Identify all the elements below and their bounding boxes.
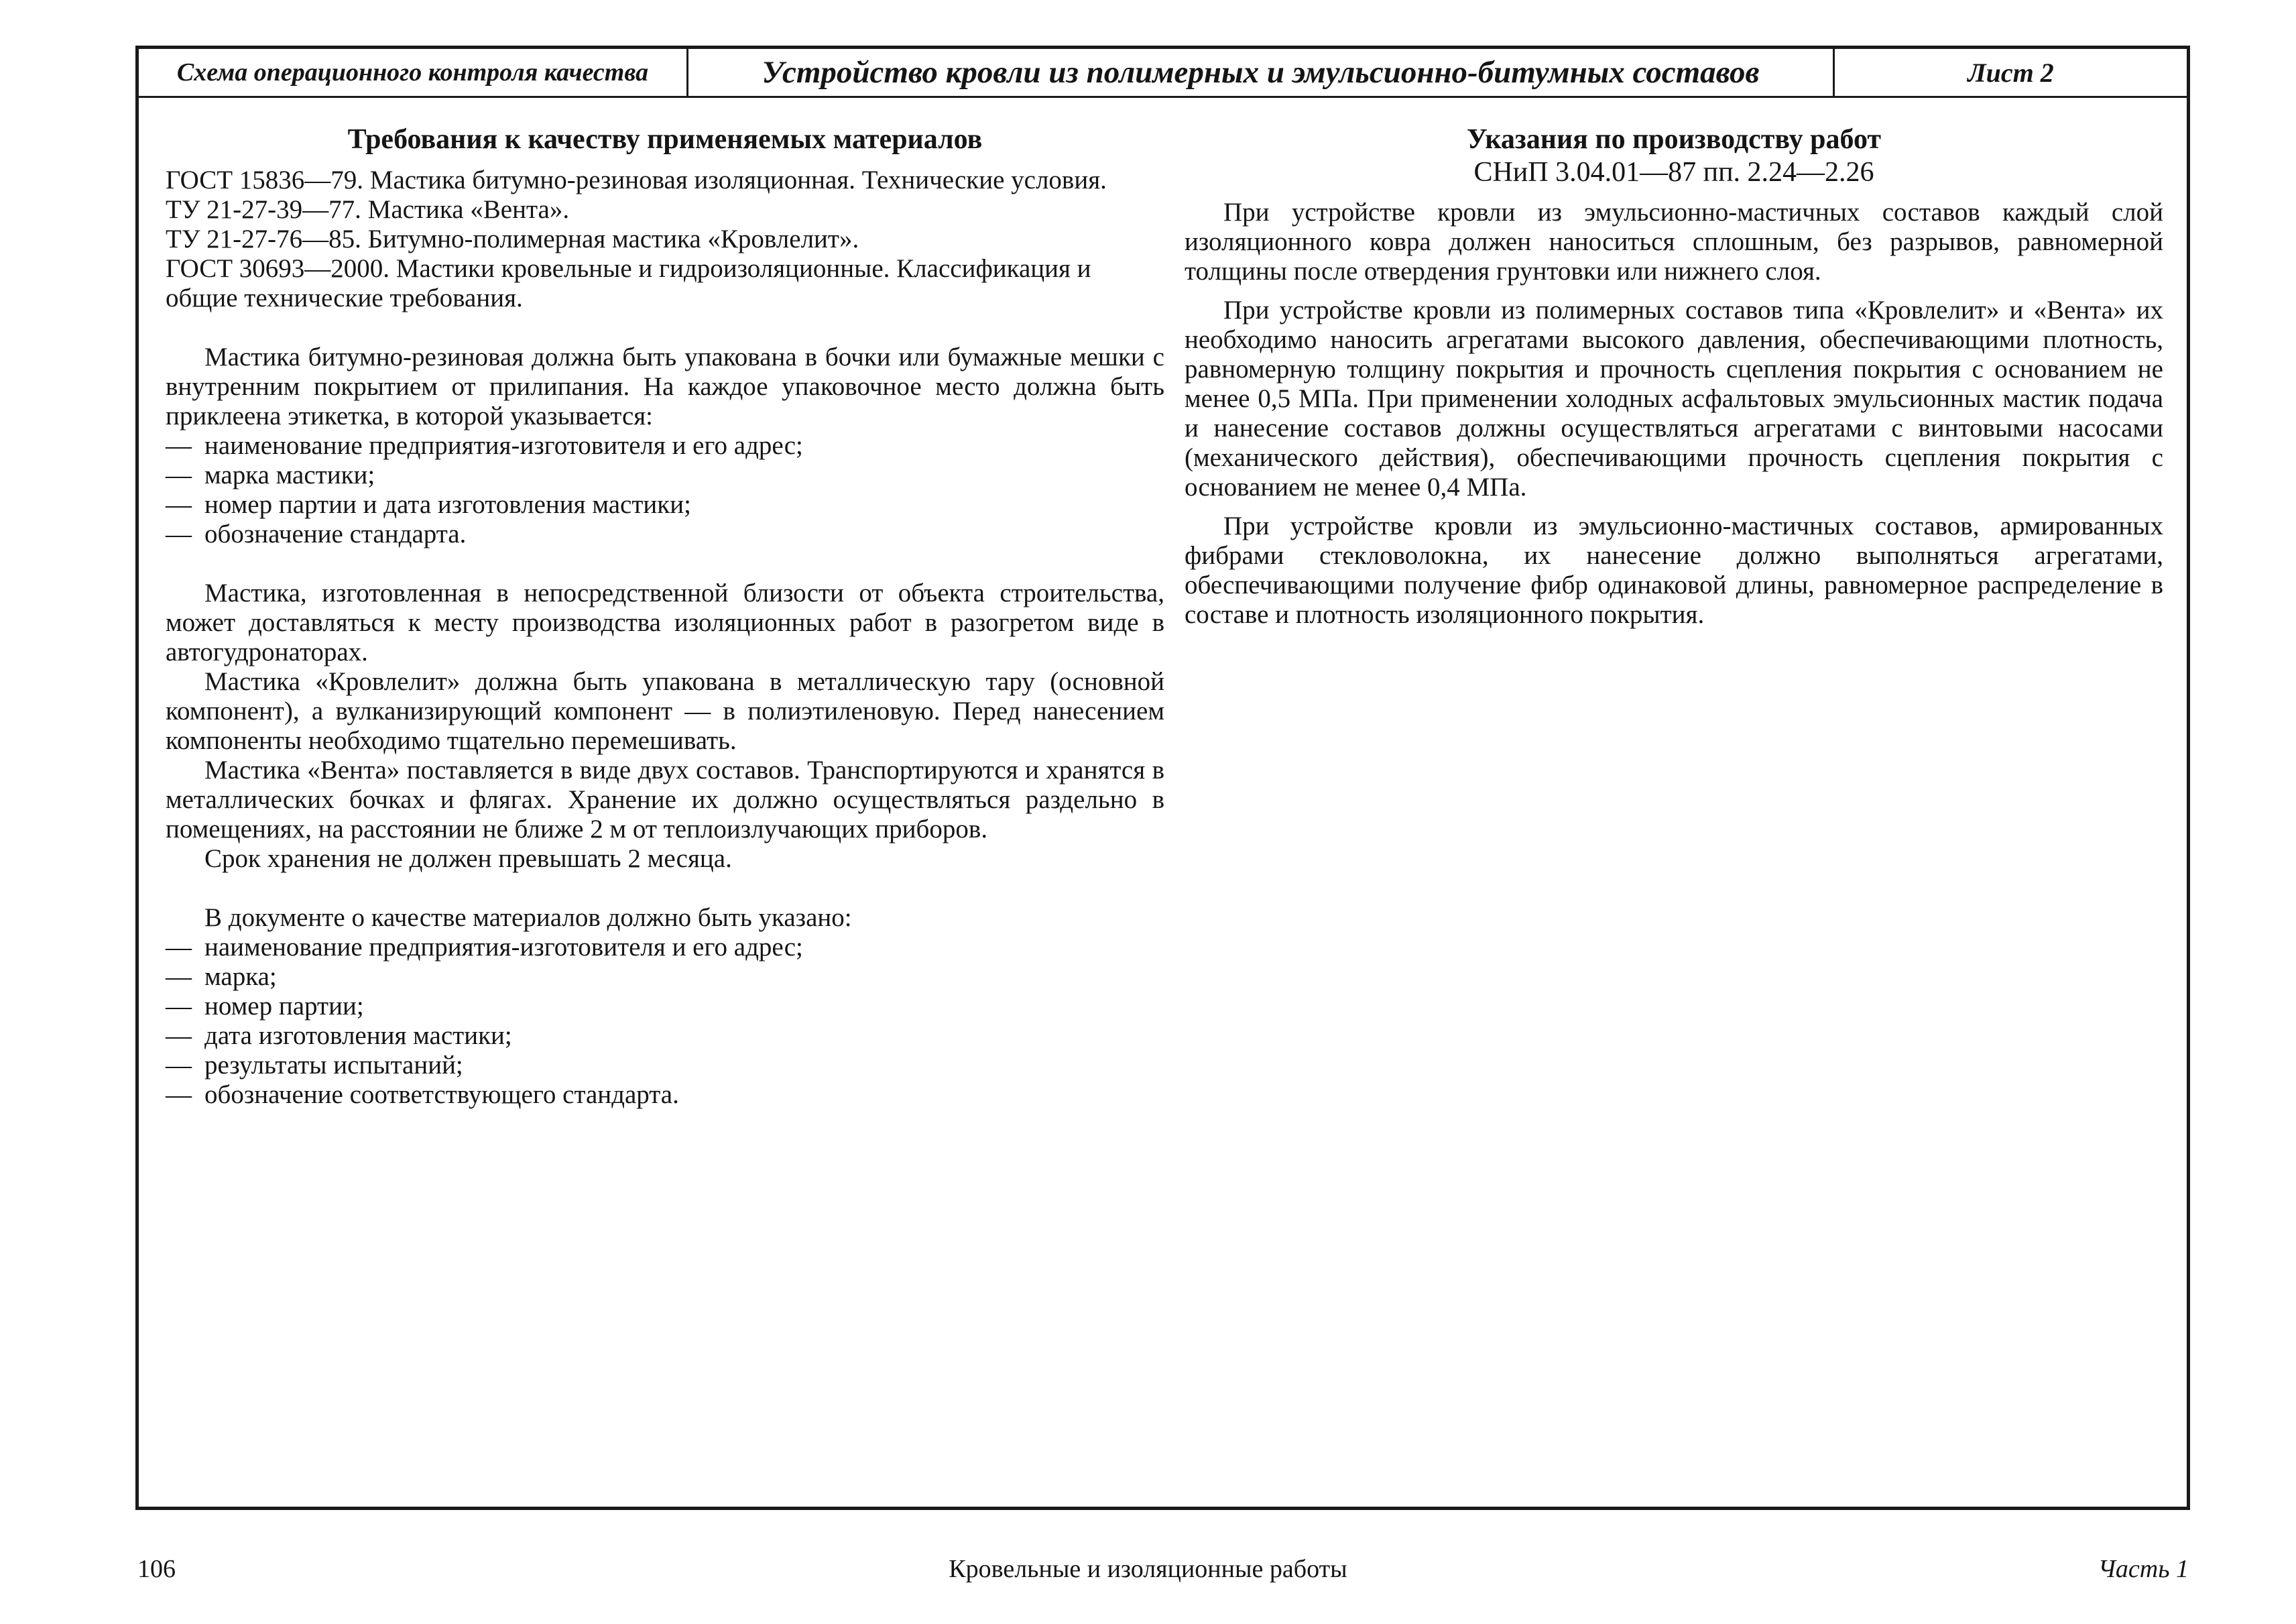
label-list-item: — обозначение стандарта.	[166, 520, 1164, 549]
page-number: 106	[137, 1555, 176, 1583]
document-list-item: — результаты испытаний;	[166, 1051, 1164, 1080]
materials-section-title: Требования к качеству применяемых материалов	[347, 124, 983, 155]
standard-item: ГОСТ 30693—2000. Мастики кровельные и гидроизоляционные. Классификация и общие технические требования.	[166, 254, 1091, 312]
header-title: Устройство кровли из полимерных и эмульсионно-битумных составов	[688, 49, 1835, 96]
packaging-paragraph: Мастика битумно-резиновая должна быть упакована в бочки или бумажные мешки с внутренним покрытием от прилипания. На каждое упаковочное место должна быть приклеена этикетка, в которой указывается:	[166, 343, 1164, 430]
standard-item: ТУ 21-27-39—77. Мастика «Вента».	[166, 195, 570, 224]
work-instructions-column	[1185, 123, 2163, 630]
body-paragraph: Срок хранения не должен превышать 2 месяца.	[204, 844, 732, 873]
footer-part: Часть 1	[2098, 1555, 2189, 1583]
header-sheet-number: Лист 2	[1968, 57, 2054, 88]
document-list-item: — дата изготовления мастики;	[166, 1021, 1164, 1051]
body-paragraph: Мастика «Кровлелит» должна быть упакована в металлическую тару (основной компонент), а вулканизирующий компонент — в полиэтиленовую. Перед нанесением компоненты необходимо тщательно перемешивать.	[166, 667, 1164, 755]
instructions-section-subtitle: СНиП 3.04.01—87 пп. 2.24—2.26	[1473, 157, 1874, 188]
label-list-item: — номер партии и дата изготовления мастики;	[166, 490, 1164, 520]
body-paragraph: Мастика, изготовленная в непосредственной близости от объекта строительства, может доставляться к месту производства изоляционных работ в разогретом виде в автогудронаторах.	[166, 579, 1164, 666]
document-list-item: — марка;	[166, 962, 1164, 992]
page-frame	[135, 46, 2190, 1510]
instructions-paragraph: При устройстве кровли из полимерных составов типа «Кровлелит» и «Вента» их необходимо наносить агрегатами высокого давления, обеспечивающими плотность, равномерную толщину покрытия и прочность сцепления покрытия с основанием не менее 0,5 МПа. При применении холодных асфальтовых эмульсионных мастик подача и нанесение составов должны осуществляться агрегатами с винтовыми насосами (механического действия), обеспечивающими прочность сцепления покрытия с основанием не менее 0,4 МПа.	[1185, 296, 2163, 502]
materials-requirements-column	[166, 123, 1164, 1110]
header-scheme-label: Схема операционного контроля качества	[139, 49, 688, 96]
label-list-item: — марка мастики;	[166, 461, 1164, 490]
sheet-header	[139, 49, 2187, 98]
document-list-item: — обозначение соответствующего стандарта.	[166, 1080, 1164, 1110]
footer-book-title: Кровельные и изоляционные работы	[949, 1555, 1347, 1583]
label-list-item: — наименование предприятия-изготовителя и его адрес;	[166, 431, 1164, 461]
document-list-item: — наименование предприятия-изготовителя и его адрес;	[166, 933, 1164, 962]
document-list-item: — номер партии;	[166, 992, 1164, 1021]
instructions-section-title: Указания по производству работ	[1466, 124, 1882, 155]
standard-item: ГОСТ 15836—79. Мастика битумно-резиновая изоляционная. Технические условия.	[166, 166, 1107, 194]
instructions-paragraph: При устройстве кровли из эмульсионно-мастичных составов, армированных фибрами стекловолокна, их нанесение должно выполняться агрегатами, обеспечивающими получение фибр одинаковой длины, равномерное распределение в составе и плотность изоляционного покрытия.	[1185, 512, 2163, 629]
standard-item: ТУ 21-27-76—85. Битумно-полимерная мастика «Кровлелит».	[166, 225, 859, 253]
body-paragraph: Мастика «Вента» поставляется в виде двух составов. Транспортируются и хранятся в металлических бочках и флягах. Хранение их должно осуществляться раздельно в помещениях, на расстоянии не ближе 2 м от теплоизлучающих приборов.	[166, 756, 1164, 844]
instructions-paragraph: При устройстве кровли из эмульсионно-мастичных составов каждый слой изоляционного ковра должен наноситься сплошным, без разрывов, равномерной толщины после отвердения грунтовки или нижнего слоя.	[1185, 198, 2163, 286]
document-intro: В документе о качестве материалов должно быть указано:	[204, 903, 852, 932]
